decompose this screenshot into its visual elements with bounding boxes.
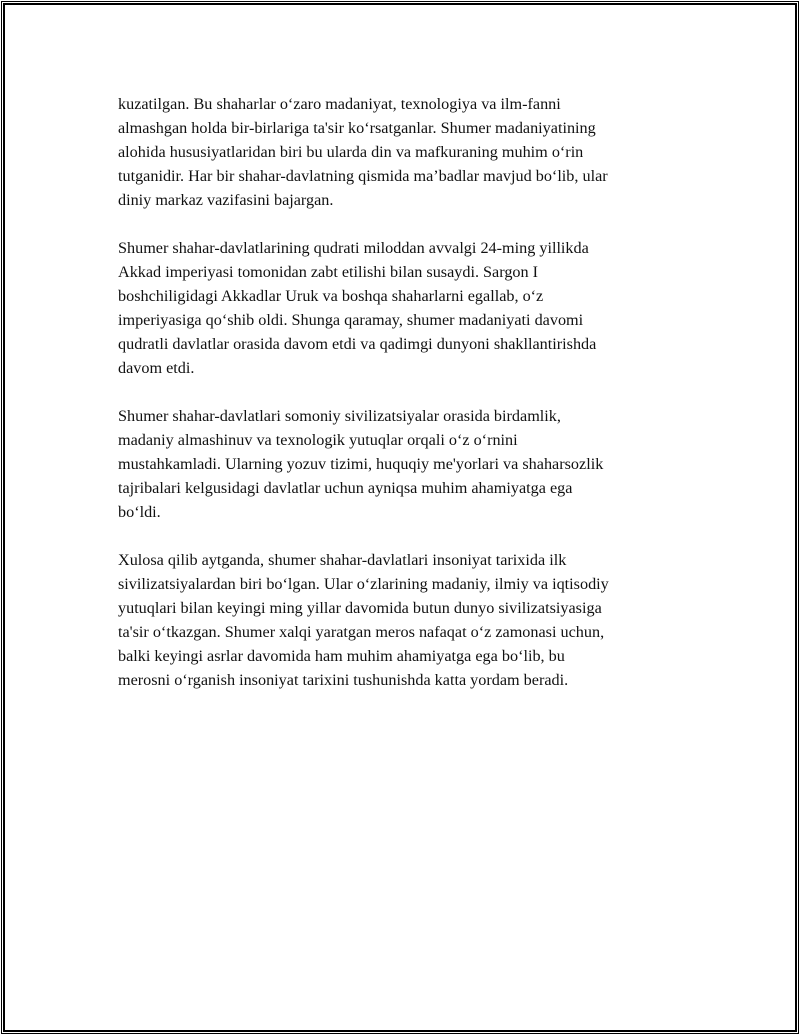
text-line: diniy markaz vazifasini bajargan. [118, 191, 334, 209]
paragraph-2 [118, 236, 698, 380]
text-line: tutganidir. Har bir shahar-davlatning qismida ma’badlar mavjud bo‘lib, ular [118, 167, 608, 185]
paragraph-4 [118, 548, 698, 692]
text-line: kuzatilgan. Bu shaharlar o‘zaro madaniyat, texnologiya va ilm-fanni [118, 95, 561, 113]
text-line: yutuqlari bilan keyingi ming yillar davomida butun dunyo sivilizatsiyasiga [118, 599, 602, 617]
text-line: madaniy almashinuv va texnologik yutuqlar orqali o‘z o‘rnini [118, 431, 518, 449]
text-line: ta'sir o‘tkazgan. Shumer xalqi yaratgan meros nafaqat o‘z zamonasi uchun, [118, 623, 605, 641]
text-line: almashgan holda bir-birlariga ta'sir ko‘rsatganlar. Shumer madaniyatining [118, 119, 596, 137]
paragraph-1 [118, 92, 698, 212]
text-line: mustahkamladi. Ularning yozuv tizimi, huquqiy me'yorlari va shaharsozlik [118, 455, 604, 473]
text-line: qudratli davlatlar orasida davom etdi va qadimgi dunyoni shakllantirishda [118, 335, 597, 353]
text-line: Shumer shahar-davlatlarining qudrati miloddan avvalgi 24-ming yillikda [118, 239, 589, 257]
text-line: boshchiligidagi Akkadlar Uruk va boshqa shaharlarni egallab, o‘z [118, 287, 544, 305]
text-line: Xulosa qilib aytganda, shumer shahar-davlatlari insoniyat tarixida ilk [118, 551, 567, 569]
text-line: Akkad imperiyasi tomonidan zabt etilishi bilan susaydi. Sargon I [118, 263, 539, 281]
text-line: tajribalari kelgusidagi davlatlar uchun ayniqsa muhim ahamiyatga ega [118, 479, 573, 497]
text-line: balki keyingi asrlar davomida ham muhim ahamiyatga ega bo‘lib, bu [118, 647, 565, 665]
text-line: sivilizatsiyalardan biri bo‘lgan. Ular o‘zlarining madaniy, ilmiy va iqtisodiy [118, 575, 609, 593]
text-line: alohida hususiyatlaridan biri bu ularda din va mafkuraning muhim o‘rin [118, 143, 584, 161]
document-body [118, 92, 698, 716]
text-line: imperiyasiga qo‘shib oldi. Shunga qaramay, shumer madaniyati davomi [118, 311, 584, 329]
paragraph-3 [118, 404, 698, 524]
text-line: bo‘ldi. [118, 503, 161, 521]
text-line: davom etdi. [118, 359, 195, 377]
text-line: Shumer shahar-davlatlari somoniy sivilizatsiyalar orasida birdamlik, [118, 407, 561, 425]
text-line: merosni o‘rganish insoniyat tarixini tushunishda katta yordam beradi. [118, 671, 569, 689]
